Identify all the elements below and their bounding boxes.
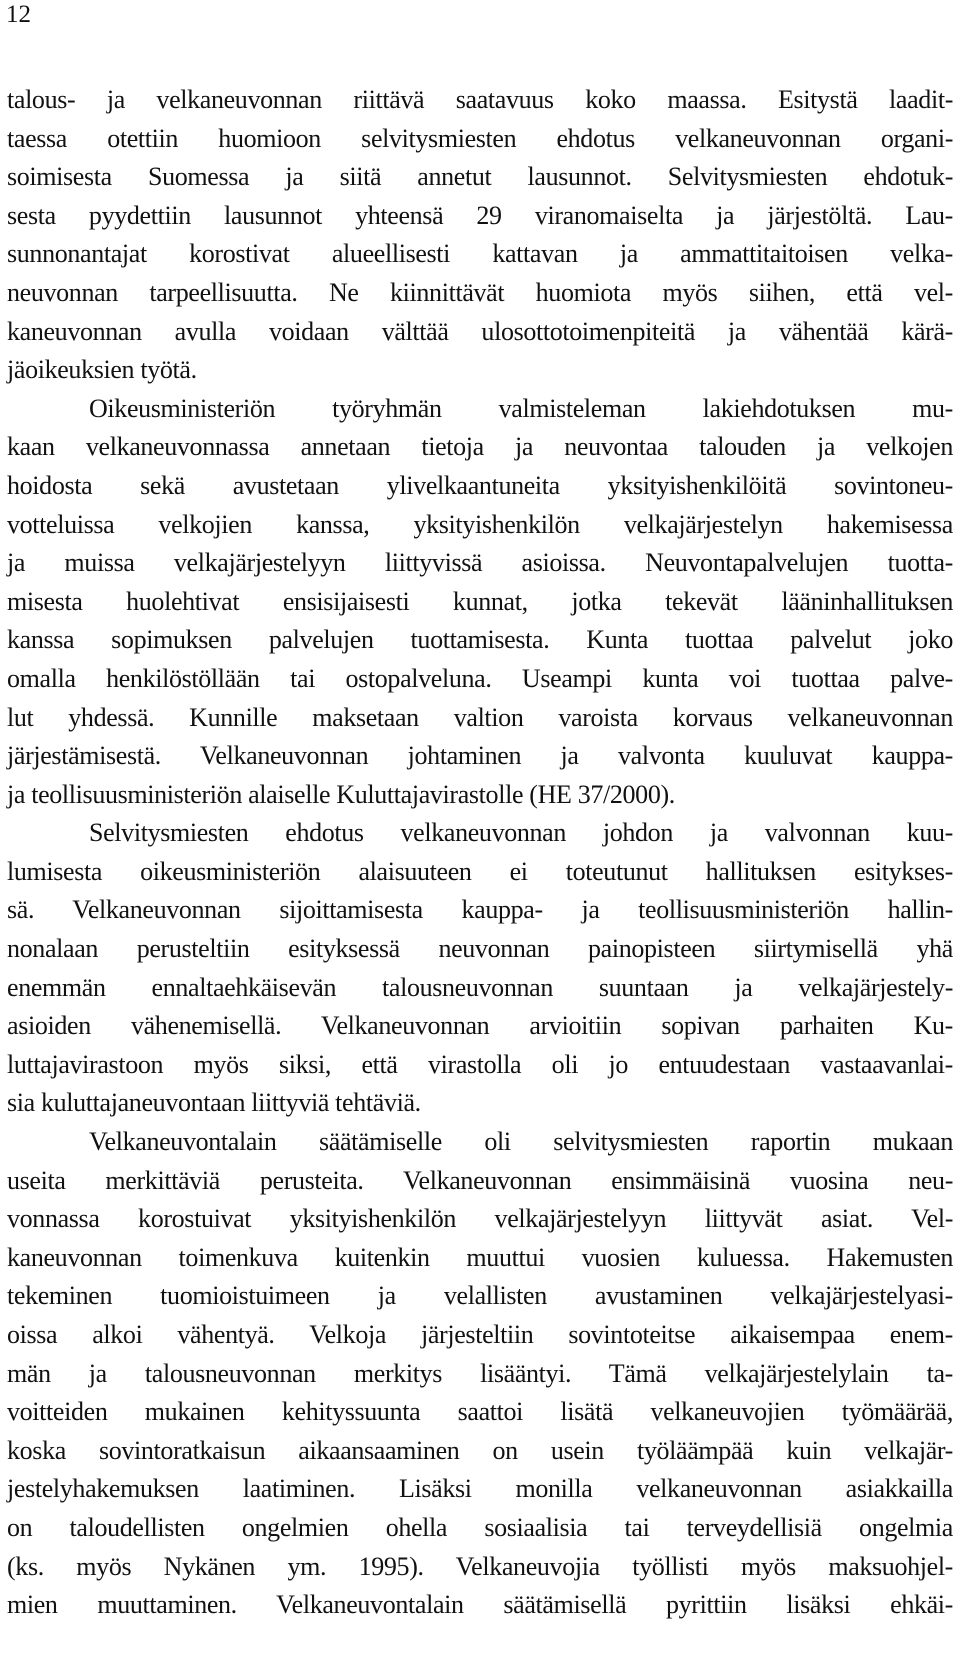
- text-line: vonnassa korostuivat yksityishenkilön velkajärjestelyyn liittyvät asiat. Vel-: [7, 1204, 953, 1234]
- text-line: asioiden vähenemisellä. Velkaneuvonnan arvioitiin sopivan parhaiten Ku-: [7, 1011, 953, 1041]
- text-line: män ja talousneuvonnan merkitys lisääntyi. Tämä velkajärjestelylain ta-: [7, 1358, 953, 1388]
- text-line: talous- ja velkaneuvonnan riittävä saatavuus koko maassa. Esitystä laadit-: [7, 85, 953, 114]
- text-line: Velkaneuvontalain säätämiselle oli selvitysmiesten raportin mukaan: [89, 1127, 953, 1157]
- text-line: sunnonantajat korostivat alueellisesti kattavan ja ammattitaitoisen velka-: [7, 239, 953, 269]
- text-line: järjestämisestä. Velkaneuvonnan johtaminen ja valvonta kuuluvat kauppa-: [7, 741, 953, 771]
- paragraph: [7, 81, 953, 390]
- body-text: [7, 81, 953, 1625]
- text-line: kaneuvonnan toimenkuva kuitenkin muuttui vuosien kuluessa. Hakemusten: [7, 1242, 953, 1272]
- text-line: lut yhdessä. Kunnille maksetaan valtion varoista korvaus velkaneuvonnan: [7, 702, 953, 732]
- text-line: votteluissa velkojien kanssa, yksityishenkilön velkajärjestelyn hakemisessa: [7, 509, 953, 539]
- text-line: ja muissa velkajärjestelyyn liittyvissä asioissa. Neuvontapalvelujen tuotta-: [7, 548, 953, 578]
- text-line: sia kuluttajaneuvontaan liittyviä tehtäviä.: [7, 1088, 421, 1118]
- paragraph: [7, 390, 953, 815]
- text-line: taessa otettiin huomioon selvitysmiesten ehdotus velkaneuvonnan organi-: [7, 123, 953, 153]
- text-line: koska sovintoratkaisun aikaansaaminen on usein työläämpää kuin velkajär-: [7, 1435, 953, 1465]
- text-line: mien muuttaminen. Velkaneuvontalain säätämisellä pyrittiin lisäksi ehkäi-: [7, 1590, 953, 1620]
- text-line: sä. Velkaneuvonnan sijoittamisesta kauppa- ja teollisuusministeriön hallin-: [7, 895, 953, 925]
- text-line: neuvonnan tarpeellisuutta. Ne kiinnittävät huomiota myös siihen, että vel-: [7, 277, 953, 307]
- text-line: hoidosta sekä avustetaan ylivelkaantuneita yksityishenkilöitä sovintoneu-: [7, 470, 953, 500]
- text-line: useita merkittäviä perusteita. Velkaneuvonnan ensimmäisinä vuosina neu-: [7, 1165, 953, 1195]
- text-line: on taloudellisten ongelmien ohella sosiaalisia tai terveydellisiä ongelmia: [7, 1512, 953, 1542]
- text-line: omalla henkilöstöllään tai ostopalveluna. Useampi kunta voi tuottaa palve-: [7, 663, 953, 693]
- text-line: kaan velkaneuvonnassa annetaan tietoja ja neuvontaa talouden ja velkojen: [7, 432, 953, 462]
- text-line: ja teollisuusministeriön alaiselle Kuluttajavirastolle (HE 37/2000).: [7, 779, 675, 809]
- text-line: enemmän ennaltaehkäisevän talousneuvonnan suuntaan ja velkajärjestely-: [7, 972, 953, 1002]
- paragraph: [7, 814, 953, 1123]
- text-line: lumisesta oikeusministeriön alaisuuteen ei toteutunut hallituksen esitykses-: [7, 856, 953, 886]
- text-line: sesta pyydettiin lausunnot yhteensä 29 viranomaiselta ja järjestöltä. Lau-: [7, 200, 953, 230]
- text-line: jäoikeuksien työtä.: [7, 355, 197, 385]
- text-line: soimisesta Suomessa ja siitä annetut lausunnot. Selvitysmiesten ehdotuk-: [7, 162, 953, 192]
- text-line: nonalaan perusteltiin esityksessä neuvonnan painopisteen siirtymisellä yhä: [7, 934, 953, 964]
- text-line: jestelyhakemuksen laatiminen. Lisäksi monilla velkaneuvonnan asiakkailla: [7, 1474, 953, 1504]
- text-line: kanssa sopimuksen palvelujen tuottamisesta. Kunta tuottaa palvelut joko: [7, 625, 953, 655]
- text-line: (ks. myös Nykänen ym. 1995). Velkaneuvojia työllisti myös maksuohjel-: [7, 1551, 953, 1581]
- text-line: luttajavirastoon myös siksi, että virastolla oli jo entuudestaan vastaavanlai-: [7, 1049, 953, 1079]
- text-line: Selvitysmiesten ehdotus velkaneuvonnan johdon ja valvonnan kuu-: [89, 818, 953, 848]
- text-line: Oikeusministeriön työryhmän valmisteleman lakiehdotuksen mu-: [89, 393, 953, 423]
- text-line: tekeminen tuomioistuimeen ja velallisten avustaminen velkajärjestelyasi-: [7, 1281, 953, 1311]
- text-line: kaneuvonnan avulla voidaan välttää ulosottotoimenpiteitä ja vähentää kärä-: [7, 316, 953, 346]
- paragraph: [7, 1123, 953, 1625]
- page-number: 12: [6, 1, 31, 28]
- text-line: misesta huolehtivat ensisijaisesti kunnat, jotka tekevät lääninhallituksen: [7, 586, 953, 616]
- text-line: voitteiden mukainen kehityssuunta saattoi lisätä velkaneuvojien työmäärää,: [7, 1397, 953, 1427]
- text-line: oissa alkoi vähentyä. Velkoja järjesteltiin sovintoteitse aikaisempaa enem-: [7, 1320, 953, 1349]
